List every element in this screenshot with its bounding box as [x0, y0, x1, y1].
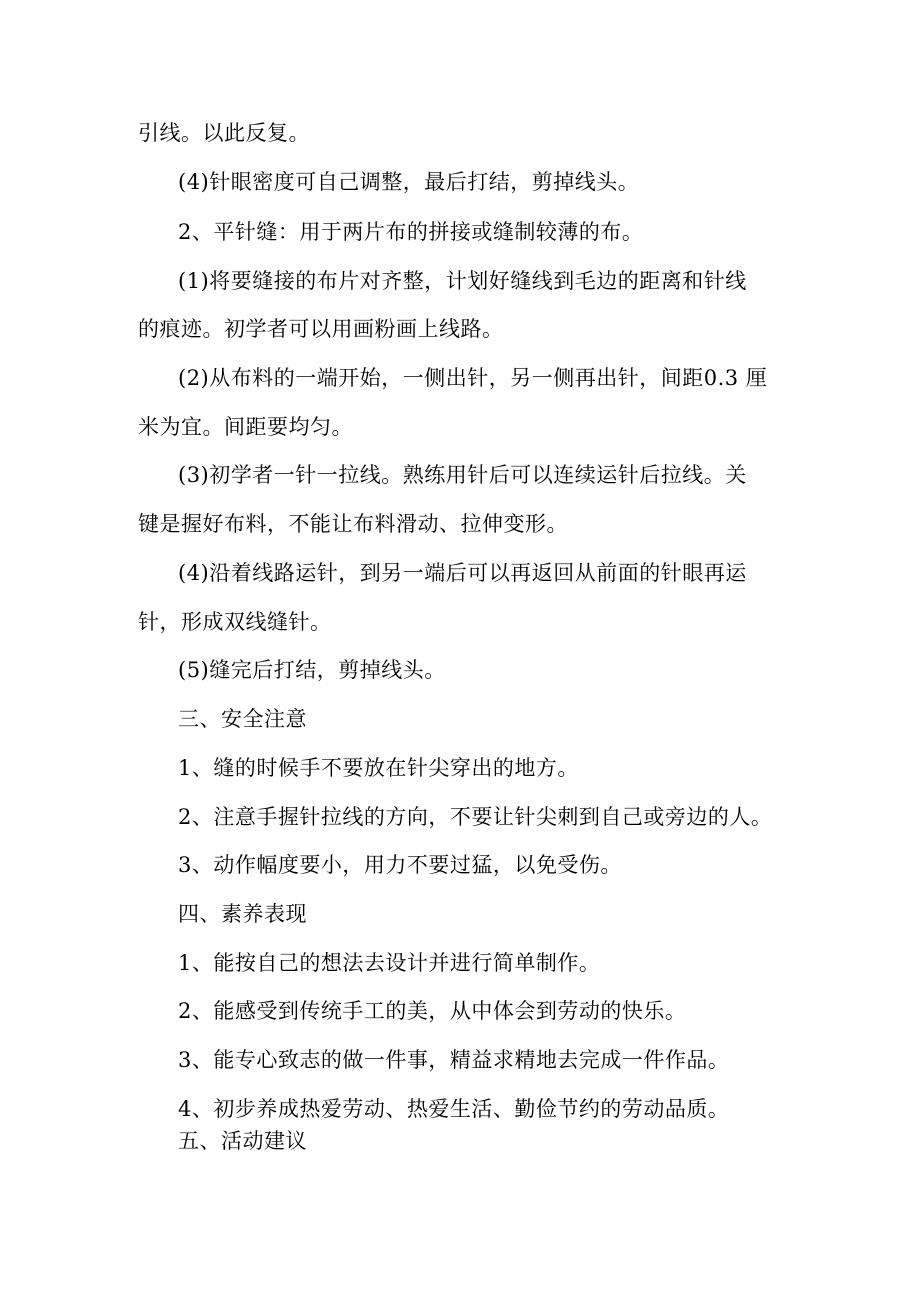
- text-line: 3、动作幅度要小，用力不要过猛，以免受伤。: [178, 853, 622, 877]
- text-line: (4)针眼密度可自己调整，最后打结，剪掉线头。: [178, 170, 640, 194]
- text-line: 2、注意手握针拉线的方向，不要让针尖刺到自己或旁边的人。: [178, 805, 773, 829]
- text-line: 1、能按自己的想法去设计并进行简单制作。: [178, 951, 601, 975]
- text-line: (4)沿着线路运针，到另一端后可以再返回从前面的针眼再运: [178, 561, 747, 585]
- text-line: 3、能专心致志的做一件事，精益求精地去完成一件作品。: [178, 1048, 730, 1072]
- text-line: 米为宜。间距要均匀。: [138, 415, 353, 439]
- text-line: 针，形成双线缝针。: [138, 610, 332, 634]
- text-line: (5)缝完后打结，剪掉线头。: [178, 658, 446, 682]
- section-heading: 四、素养表现: [178, 902, 307, 926]
- section-heading: 五、活动建议: [178, 1129, 307, 1153]
- text-line: 键是握好布料，不能让布料滑动、拉伸变形。: [138, 512, 568, 536]
- text-line: (1)将要缝接的布片对齐整，计划好缝线到毛边的距离和针线: [178, 269, 747, 293]
- text-line: 引线。以此反复。: [138, 121, 310, 145]
- text-line: 的痕迹。初学者可以用画粉画上线路。: [138, 317, 504, 341]
- text-line: 2、平针缝：用于两片布的拼接或缝制较薄的布。: [178, 220, 644, 244]
- section-heading: 三、安全注意: [178, 707, 307, 731]
- text-line: 4、初步养成热爱劳动、热爱生活、勤俭节约的劳动品质。: [178, 1097, 730, 1121]
- text-line: 2、能感受到传统手工的美，从中体会到劳动的快乐。: [178, 999, 687, 1023]
- text-line: 1、缝的时候手不要放在针尖穿出的地方。: [178, 756, 579, 780]
- text-line: (2)从布料的一端开始，一侧出针，另一侧再出针，间距0.3 厘: [178, 366, 768, 390]
- text-line: (3)初学者一针一拉线。熟练用针后可以连续运针后拉线。关: [178, 463, 747, 487]
